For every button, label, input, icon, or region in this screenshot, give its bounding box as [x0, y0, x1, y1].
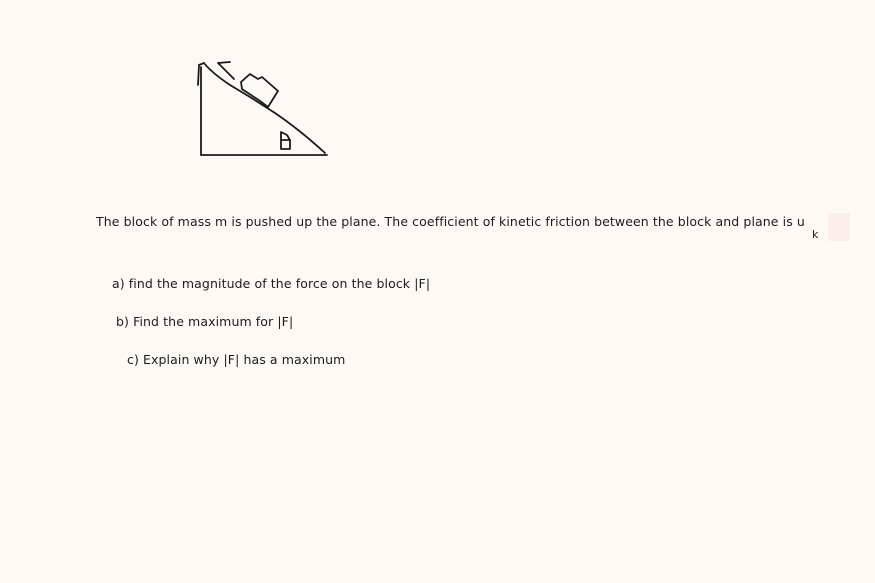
incline-sketch — [190, 55, 335, 163]
question-a: a) find the magnitude of the force on the block |F| — [112, 276, 431, 291]
incline-vertical-edge — [198, 63, 204, 155]
cursor-highlight — [828, 213, 850, 241]
push-arrow — [218, 62, 234, 79]
angle-symbol — [281, 132, 290, 149]
friction-subscript: k — [812, 228, 819, 241]
problem-statement: The block of mass m is pushed up the plane. The coefficient of kinetic friction between the block and plane is u — [96, 214, 805, 229]
question-c: c) Explain why |F| has a maximum — [127, 352, 346, 367]
question-b: b) Find the maximum for |F| — [116, 314, 294, 329]
incline-diagram — [190, 55, 335, 163]
incline-slope — [204, 63, 325, 153]
